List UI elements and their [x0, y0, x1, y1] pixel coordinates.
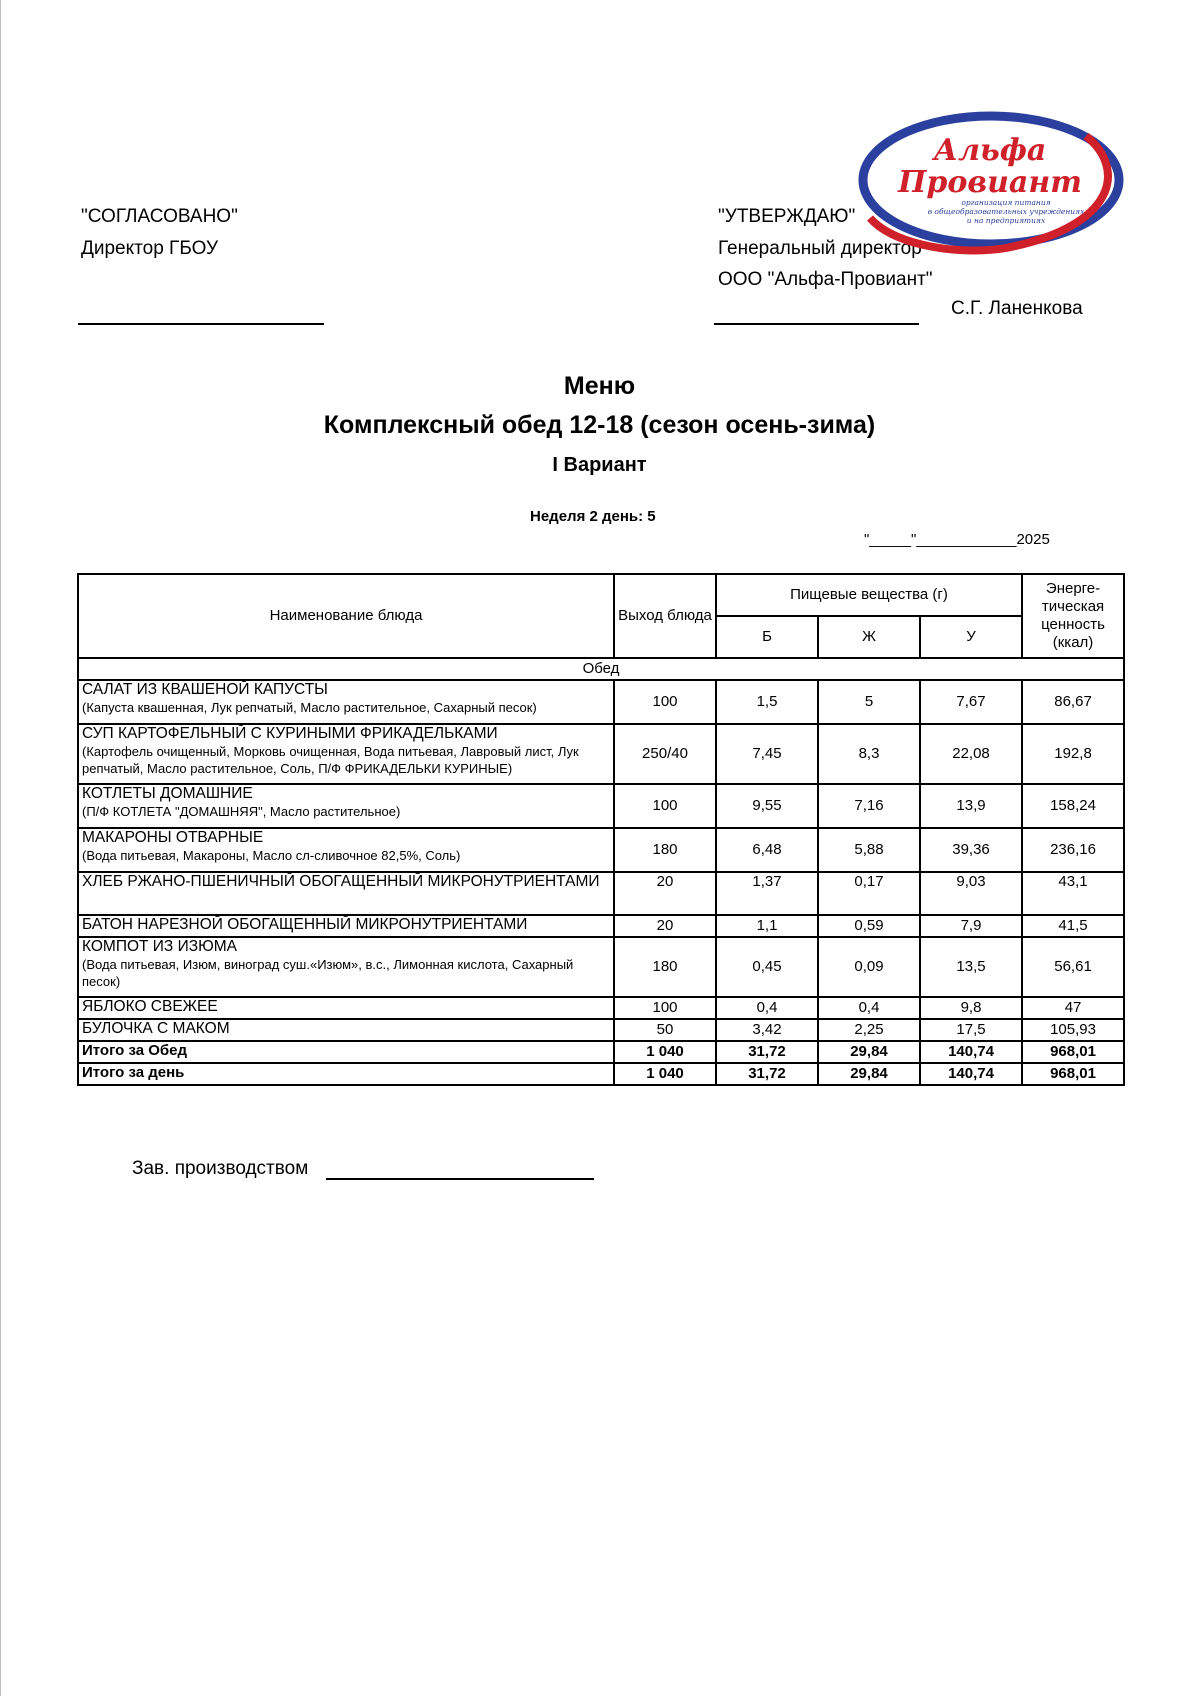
dish-energy: 41,5	[1022, 915, 1124, 937]
agreed-label: "СОГЛАСОВАНО"	[81, 206, 238, 227]
doc-subtitle: Комплексный обед 12-18 (сезон осень-зима)	[323, 411, 876, 439]
header-protein: Б	[716, 616, 818, 658]
dish-ingredients: (Вода питьевая, Изюм, виноград суш.«Изюм», в.с., Лимонная кислота, Сахарный песок)	[82, 957, 574, 989]
dish-name: СУП КАРТОФЕЛЬНЫЙ С КУРИНЫМИ ФРИКАДЕЛЬКАМИ	[82, 725, 498, 742]
total-energy: 968,01	[1022, 1041, 1124, 1063]
logo-tag1: организация питания	[961, 198, 1051, 207]
footer-label: Зав. производством	[132, 1158, 309, 1179]
table-row	[78, 828, 1124, 872]
dish-energy: 47	[1022, 997, 1124, 1019]
table-row	[78, 1019, 1124, 1041]
table-row	[78, 997, 1124, 1019]
total-protein: 31,72	[716, 1063, 818, 1085]
header-carbs: У	[920, 616, 1022, 658]
approve-signature-line	[714, 323, 919, 325]
agreed-signature-line	[78, 323, 324, 325]
total-fat: 29,84	[818, 1063, 920, 1085]
dish-protein: 0,4	[716, 997, 818, 1019]
dish-energy: 56,61	[1022, 937, 1124, 997]
company-logo	[856, 108, 1124, 258]
approve-position: Генеральный директор	[718, 238, 922, 259]
date-field: "_____"____________2025	[864, 531, 1050, 548]
approve-signer: С.Г. Ланенкова	[951, 298, 1083, 319]
week-day: Неделя 2 день: 5	[530, 508, 656, 525]
dish-name: БУЛОЧКА С МАКОМ	[82, 1020, 230, 1037]
agreed-position: Директор ГБОУ	[81, 238, 219, 259]
total-row-lunch	[78, 1041, 1124, 1063]
table-row	[78, 872, 1124, 915]
header-output: Выход блюда	[614, 574, 716, 658]
dish-carbs: 7,9	[920, 915, 1022, 937]
logo-line2: Провиант	[898, 165, 1082, 200]
header-nutrients: Пищевые вещества (г)	[716, 574, 1022, 616]
dish-name: КОТЛЕТЫ ДОМАШНИЕ	[82, 785, 253, 802]
dish-name: МАКАРОНЫ ОТВАРНЫЕ	[82, 829, 264, 846]
dish-fat: 7,16	[818, 784, 920, 828]
table-row	[78, 680, 1124, 724]
dish-output: 100	[614, 784, 716, 828]
dish-name: БАТОН НАРЕЗНОЙ ОБОГАЩЕННЫЙ МИКРОНУТРИЕНТАМИ	[82, 916, 528, 933]
dish-output: 250/40	[614, 724, 716, 784]
dish-energy: 236,16	[1022, 828, 1124, 872]
menu-table	[77, 573, 1125, 1086]
dish-fat: 2,25	[818, 1019, 920, 1041]
total-carbs: 140,74	[920, 1041, 1022, 1063]
section-title: Обед	[78, 658, 1124, 680]
dish-protein: 1,1	[716, 915, 818, 937]
dish-fat: 0,4	[818, 997, 920, 1019]
dish-carbs: 7,67	[920, 680, 1022, 724]
dish-name: ЯБЛОКО СВЕЖЕЕ	[82, 998, 218, 1015]
dish-protein: 1,37	[716, 872, 818, 915]
dish-energy: 158,24	[1022, 784, 1124, 828]
dish-output: 180	[614, 937, 716, 997]
dish-output: 50	[614, 1019, 716, 1041]
logo-tag3: и на предприятиях	[966, 216, 1046, 225]
table-row	[78, 784, 1124, 828]
dish-output: 20	[614, 872, 716, 915]
total-energy: 968,01	[1022, 1063, 1124, 1085]
logo-line1: Альфа	[933, 133, 1047, 168]
dish-energy: 86,67	[1022, 680, 1124, 724]
dish-carbs: 39,36	[920, 828, 1022, 872]
doc-variant: I Вариант	[552, 454, 647, 476]
dish-energy: 105,93	[1022, 1019, 1124, 1041]
approve-company: ООО "Альфа-Провиант"	[718, 269, 933, 290]
dish-carbs: 9,03	[920, 872, 1022, 915]
total-protein: 31,72	[716, 1041, 818, 1063]
dish-fat: 0,09	[818, 937, 920, 997]
header-name: Наименование блюда	[78, 574, 614, 658]
dish-output: 20	[614, 915, 716, 937]
dish-protein: 1,5	[716, 680, 818, 724]
table-row	[78, 915, 1124, 937]
dish-protein: 9,55	[716, 784, 818, 828]
page-edge	[0, 0, 1, 1696]
dish-carbs: 13,9	[920, 784, 1022, 828]
dish-energy: 43,1	[1022, 872, 1124, 915]
dish-output: 100	[614, 680, 716, 724]
logo-tag2: в общеобразовательных учреждениях	[927, 207, 1085, 216]
footer-signature-line	[326, 1178, 594, 1180]
dish-name: САЛАТ ИЗ КВАШЕНОЙ КАПУСТЫ	[82, 681, 328, 698]
dish-output: 100	[614, 997, 716, 1019]
table-row	[78, 724, 1124, 784]
total-output: 1 040	[614, 1041, 716, 1063]
total-fat: 29,84	[818, 1041, 920, 1063]
table-row	[78, 937, 1124, 997]
dish-ingredients: (Капуста квашенная, Лук репчатый, Масло растительное, Сахарный песок)	[82, 700, 537, 715]
header-energy: Энерге-тическая ценность (ккал)	[1022, 574, 1124, 658]
dish-fat: 8,3	[818, 724, 920, 784]
dish-ingredients: (Вода питьевая, Макароны, Масло сл-сливочное 82,5%, Соль)	[82, 848, 461, 863]
dish-carbs: 17,5	[920, 1019, 1022, 1041]
dish-protein: 0,45	[716, 937, 818, 997]
dish-fat: 5	[818, 680, 920, 724]
dish-carbs: 9,8	[920, 997, 1022, 1019]
total-name: Итого за Обед	[78, 1041, 614, 1063]
total-name: Итого за день	[78, 1063, 614, 1085]
approve-label: "УТВЕРЖДАЮ"	[718, 206, 856, 227]
total-row-day	[78, 1063, 1124, 1085]
dish-energy: 192,8	[1022, 724, 1124, 784]
dish-carbs: 22,08	[920, 724, 1022, 784]
dish-fat: 5,88	[818, 828, 920, 872]
total-output: 1 040	[614, 1063, 716, 1085]
header-fat: Ж	[818, 616, 920, 658]
dish-fat: 0,59	[818, 915, 920, 937]
dish-fat: 0,17	[818, 872, 920, 915]
dish-output: 180	[614, 828, 716, 872]
dish-protein: 7,45	[716, 724, 818, 784]
dish-name: ХЛЕБ РЖАНО-ПШЕНИЧНЫЙ ОБОГАЩЕННЫЙ МИКРОНУТРИЕНТАМИ	[82, 873, 600, 890]
dish-protein: 3,42	[716, 1019, 818, 1041]
dish-carbs: 13,5	[920, 937, 1022, 997]
doc-title: Меню	[563, 372, 636, 400]
dish-name: КОМПОТ ИЗ ИЗЮМА	[82, 938, 238, 955]
dish-ingredients: (П/Ф КОТЛЕТА "ДОМАШНЯЯ", Масло растительное)	[82, 804, 401, 819]
total-carbs: 140,74	[920, 1063, 1022, 1085]
dish-ingredients: (Картофель очищенный, Морковь очищенная, Вода питьевая, Лавровый лист, Лук репчатый, Масло растительное, Соль, П/Ф ФРИКАДЕЛЬКИ КУРИНЫЕ)	[82, 744, 579, 776]
dish-protein: 6,48	[716, 828, 818, 872]
